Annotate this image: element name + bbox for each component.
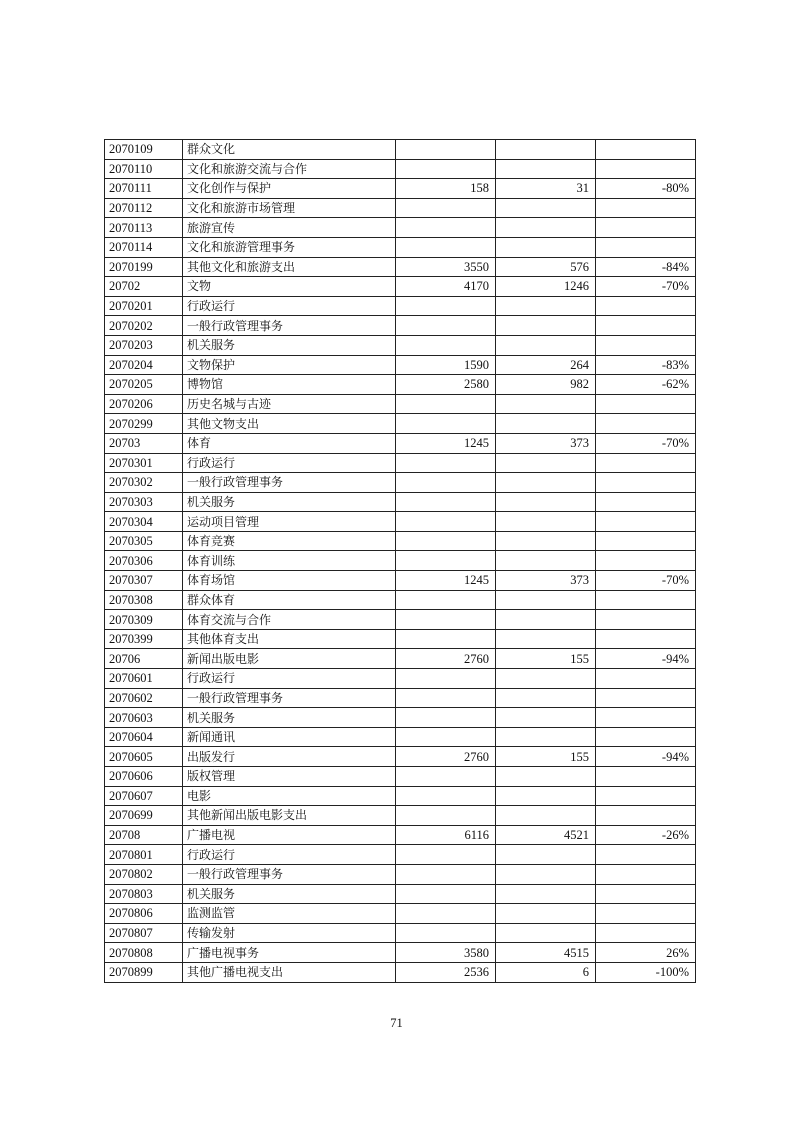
change-percent-cell: -70% bbox=[596, 433, 696, 453]
subject-code-cell: 2070203 bbox=[105, 335, 183, 355]
subject-name-cell: 电影 bbox=[183, 786, 396, 806]
subject-code-cell: 2070602 bbox=[105, 688, 183, 708]
prior-value-cell bbox=[396, 198, 496, 218]
budget-table bbox=[104, 139, 696, 983]
current-value-cell bbox=[496, 140, 596, 160]
table-row bbox=[105, 394, 696, 414]
current-value-cell bbox=[496, 296, 596, 316]
table-row bbox=[105, 767, 696, 787]
current-value-cell bbox=[496, 845, 596, 865]
subject-name-cell: 监测监管 bbox=[183, 904, 396, 924]
current-value-cell: 31 bbox=[496, 179, 596, 199]
change-percent-cell bbox=[596, 904, 696, 924]
prior-value-cell bbox=[396, 727, 496, 747]
current-value-cell bbox=[496, 669, 596, 689]
prior-value-cell bbox=[396, 218, 496, 238]
prior-value-cell bbox=[396, 845, 496, 865]
table-row bbox=[105, 296, 696, 316]
subject-name-cell: 运动项目管理 bbox=[183, 512, 396, 532]
current-value-cell bbox=[496, 316, 596, 336]
subject-name-cell: 体育竞赛 bbox=[183, 531, 396, 551]
change-percent-cell bbox=[596, 590, 696, 610]
subject-name-cell: 广播电视事务 bbox=[183, 943, 396, 963]
prior-value-cell: 3580 bbox=[396, 943, 496, 963]
table-row bbox=[105, 453, 696, 473]
prior-value-cell: 2760 bbox=[396, 747, 496, 767]
subject-code-cell: 2070306 bbox=[105, 551, 183, 571]
table-row bbox=[105, 159, 696, 179]
subject-name-cell: 文化和旅游市场管理 bbox=[183, 198, 396, 218]
change-percent-cell bbox=[596, 473, 696, 493]
current-value-cell: 576 bbox=[496, 257, 596, 277]
change-percent-cell bbox=[596, 335, 696, 355]
current-value-cell bbox=[496, 786, 596, 806]
current-value-cell bbox=[496, 884, 596, 904]
current-value-cell bbox=[496, 453, 596, 473]
change-percent-cell bbox=[596, 198, 696, 218]
prior-value-cell bbox=[396, 159, 496, 179]
subject-code-cell: 2070109 bbox=[105, 140, 183, 160]
change-percent-cell bbox=[596, 845, 696, 865]
table-row bbox=[105, 218, 696, 238]
change-percent-cell bbox=[596, 140, 696, 160]
table-row bbox=[105, 629, 696, 649]
change-percent-cell bbox=[596, 512, 696, 532]
subject-code-cell: 2070114 bbox=[105, 237, 183, 257]
current-value-cell bbox=[496, 198, 596, 218]
table-row bbox=[105, 708, 696, 728]
change-percent-cell bbox=[596, 708, 696, 728]
current-value-cell bbox=[496, 551, 596, 571]
subject-code-cell: 2070204 bbox=[105, 355, 183, 375]
subject-name-cell: 旅游宣传 bbox=[183, 218, 396, 238]
subject-name-cell: 机关服务 bbox=[183, 492, 396, 512]
table-row bbox=[105, 414, 696, 434]
change-percent-cell bbox=[596, 806, 696, 826]
prior-value-cell: 3550 bbox=[396, 257, 496, 277]
subject-code-cell: 2070806 bbox=[105, 904, 183, 924]
table-row bbox=[105, 512, 696, 532]
subject-code-cell: 2070699 bbox=[105, 806, 183, 826]
table-row bbox=[105, 277, 696, 297]
subject-code-cell: 2070112 bbox=[105, 198, 183, 218]
current-value-cell bbox=[496, 610, 596, 630]
change-percent-cell bbox=[596, 629, 696, 649]
table-row bbox=[105, 531, 696, 551]
prior-value-cell bbox=[396, 864, 496, 884]
current-value-cell: 155 bbox=[496, 747, 596, 767]
subject-code-cell: 2070604 bbox=[105, 727, 183, 747]
prior-value-cell bbox=[396, 884, 496, 904]
subject-name-cell: 其他文化和旅游支出 bbox=[183, 257, 396, 277]
current-value-cell: 4521 bbox=[496, 825, 596, 845]
prior-value-cell bbox=[396, 394, 496, 414]
prior-value-cell bbox=[396, 669, 496, 689]
subject-name-cell: 一般行政管理事务 bbox=[183, 473, 396, 493]
change-percent-cell: -100% bbox=[596, 962, 696, 982]
current-value-cell bbox=[496, 492, 596, 512]
subject-name-cell: 一般行政管理事务 bbox=[183, 864, 396, 884]
prior-value-cell: 1245 bbox=[396, 433, 496, 453]
change-percent-cell: -94% bbox=[596, 747, 696, 767]
change-percent-cell: -26% bbox=[596, 825, 696, 845]
table-row bbox=[105, 492, 696, 512]
table-row bbox=[105, 786, 696, 806]
change-percent-cell bbox=[596, 414, 696, 434]
change-percent-cell bbox=[596, 688, 696, 708]
current-value-cell: 1246 bbox=[496, 277, 596, 297]
subject-code-cell: 2070603 bbox=[105, 708, 183, 728]
current-value-cell: 373 bbox=[496, 571, 596, 591]
current-value-cell: 4515 bbox=[496, 943, 596, 963]
subject-code-cell: 20702 bbox=[105, 277, 183, 297]
prior-value-cell bbox=[396, 923, 496, 943]
prior-value-cell bbox=[396, 688, 496, 708]
change-percent-cell bbox=[596, 884, 696, 904]
subject-code-cell: 2070307 bbox=[105, 571, 183, 591]
table-row bbox=[105, 923, 696, 943]
prior-value-cell: 158 bbox=[396, 179, 496, 199]
subject-code-cell: 2070807 bbox=[105, 923, 183, 943]
subject-name-cell: 文物保护 bbox=[183, 355, 396, 375]
subject-name-cell: 新闻通讯 bbox=[183, 727, 396, 747]
current-value-cell bbox=[496, 688, 596, 708]
subject-name-cell: 历史名城与古迹 bbox=[183, 394, 396, 414]
prior-value-cell: 4170 bbox=[396, 277, 496, 297]
subject-name-cell: 文化和旅游管理事务 bbox=[183, 237, 396, 257]
table-row bbox=[105, 316, 696, 336]
subject-code-cell: 2070302 bbox=[105, 473, 183, 493]
table-row bbox=[105, 610, 696, 630]
subject-code-cell: 2070299 bbox=[105, 414, 183, 434]
subject-name-cell: 体育 bbox=[183, 433, 396, 453]
subject-code-cell: 2070199 bbox=[105, 257, 183, 277]
prior-value-cell bbox=[396, 531, 496, 551]
prior-value-cell bbox=[396, 806, 496, 826]
change-percent-cell bbox=[596, 786, 696, 806]
current-value-cell bbox=[496, 512, 596, 532]
subject-code-cell: 2070899 bbox=[105, 962, 183, 982]
page-number: 71 bbox=[390, 1016, 403, 1030]
current-value-cell bbox=[496, 473, 596, 493]
prior-value-cell bbox=[396, 551, 496, 571]
current-value-cell bbox=[496, 629, 596, 649]
prior-value-cell bbox=[396, 904, 496, 924]
prior-value-cell bbox=[396, 335, 496, 355]
subject-name-cell: 行政运行 bbox=[183, 845, 396, 865]
change-percent-cell bbox=[596, 453, 696, 473]
subject-code-cell: 2070399 bbox=[105, 629, 183, 649]
subject-code-cell: 2070605 bbox=[105, 747, 183, 767]
change-percent-cell: -80% bbox=[596, 179, 696, 199]
prior-value-cell bbox=[396, 140, 496, 160]
prior-value-cell: 1245 bbox=[396, 571, 496, 591]
change-percent-cell bbox=[596, 531, 696, 551]
table-row bbox=[105, 257, 696, 277]
current-value-cell: 6 bbox=[496, 962, 596, 982]
current-value-cell bbox=[496, 159, 596, 179]
subject-code-cell: 2070601 bbox=[105, 669, 183, 689]
current-value-cell bbox=[496, 923, 596, 943]
prior-value-cell bbox=[396, 708, 496, 728]
table-row bbox=[105, 943, 696, 963]
subject-code-cell: 2070303 bbox=[105, 492, 183, 512]
current-value-cell bbox=[496, 237, 596, 257]
subject-code-cell: 2070205 bbox=[105, 375, 183, 395]
prior-value-cell bbox=[396, 786, 496, 806]
subject-code-cell: 2070308 bbox=[105, 590, 183, 610]
subject-name-cell: 版权管理 bbox=[183, 767, 396, 787]
prior-value-cell bbox=[396, 610, 496, 630]
current-value-cell: 373 bbox=[496, 433, 596, 453]
table-body bbox=[105, 140, 696, 983]
current-value-cell: 155 bbox=[496, 649, 596, 669]
subject-code-cell: 20708 bbox=[105, 825, 183, 845]
subject-name-cell: 文物 bbox=[183, 277, 396, 297]
change-percent-cell bbox=[596, 159, 696, 179]
prior-value-cell bbox=[396, 512, 496, 532]
prior-value-cell bbox=[396, 590, 496, 610]
subject-name-cell: 体育场馆 bbox=[183, 571, 396, 591]
prior-value-cell bbox=[396, 296, 496, 316]
table-row bbox=[105, 649, 696, 669]
subject-code-cell: 2070304 bbox=[105, 512, 183, 532]
subject-code-cell: 2070202 bbox=[105, 316, 183, 336]
current-value-cell bbox=[496, 767, 596, 787]
table-row bbox=[105, 237, 696, 257]
prior-value-cell bbox=[396, 492, 496, 512]
change-percent-cell bbox=[596, 492, 696, 512]
subject-name-cell: 机关服务 bbox=[183, 884, 396, 904]
change-percent-cell: -84% bbox=[596, 257, 696, 277]
subject-code-cell: 2070808 bbox=[105, 943, 183, 963]
subject-code-cell: 20703 bbox=[105, 433, 183, 453]
current-value-cell bbox=[496, 904, 596, 924]
prior-value-cell: 2580 bbox=[396, 375, 496, 395]
subject-code-cell: 2070201 bbox=[105, 296, 183, 316]
subject-name-cell: 出版发行 bbox=[183, 747, 396, 767]
subject-code-cell: 2070803 bbox=[105, 884, 183, 904]
table-row bbox=[105, 375, 696, 395]
table-row bbox=[105, 140, 696, 160]
change-percent-cell bbox=[596, 551, 696, 571]
subject-name-cell: 博物馆 bbox=[183, 375, 396, 395]
subject-name-cell: 其他文物支出 bbox=[183, 414, 396, 434]
change-percent-cell bbox=[596, 296, 696, 316]
subject-code-cell: 2070113 bbox=[105, 218, 183, 238]
table-row bbox=[105, 551, 696, 571]
prior-value-cell bbox=[396, 414, 496, 434]
change-percent-cell: -70% bbox=[596, 571, 696, 591]
subject-code-cell: 20706 bbox=[105, 649, 183, 669]
change-percent-cell bbox=[596, 669, 696, 689]
current-value-cell bbox=[496, 335, 596, 355]
current-value-cell bbox=[496, 806, 596, 826]
change-percent-cell bbox=[596, 237, 696, 257]
table-row bbox=[105, 864, 696, 884]
table-row bbox=[105, 590, 696, 610]
table-row bbox=[105, 179, 696, 199]
subject-code-cell: 2070111 bbox=[105, 179, 183, 199]
subject-name-cell: 行政运行 bbox=[183, 453, 396, 473]
prior-value-cell: 2536 bbox=[396, 962, 496, 982]
prior-value-cell bbox=[396, 473, 496, 493]
subject-code-cell: 2070110 bbox=[105, 159, 183, 179]
subject-name-cell: 行政运行 bbox=[183, 296, 396, 316]
subject-name-cell: 一般行政管理事务 bbox=[183, 688, 396, 708]
subject-code-cell: 2070305 bbox=[105, 531, 183, 551]
prior-value-cell: 6116 bbox=[396, 825, 496, 845]
subject-name-cell: 体育交流与合作 bbox=[183, 610, 396, 630]
current-value-cell: 982 bbox=[496, 375, 596, 395]
table-row bbox=[105, 335, 696, 355]
table-row bbox=[105, 806, 696, 826]
change-percent-cell bbox=[596, 394, 696, 414]
table-row bbox=[105, 962, 696, 982]
prior-value-cell bbox=[396, 316, 496, 336]
subject-name-cell: 体育训练 bbox=[183, 551, 396, 571]
subject-name-cell: 其他广播电视支出 bbox=[183, 962, 396, 982]
subject-name-cell: 广播电视 bbox=[183, 825, 396, 845]
table-row bbox=[105, 904, 696, 924]
subject-code-cell: 2070607 bbox=[105, 786, 183, 806]
change-percent-cell: -94% bbox=[596, 649, 696, 669]
subject-name-cell: 文化创作与保护 bbox=[183, 179, 396, 199]
subject-code-cell: 2070309 bbox=[105, 610, 183, 630]
current-value-cell: 264 bbox=[496, 355, 596, 375]
subject-name-cell: 文化和旅游交流与合作 bbox=[183, 159, 396, 179]
subject-name-cell: 传输发射 bbox=[183, 923, 396, 943]
current-value-cell bbox=[496, 590, 596, 610]
change-percent-cell bbox=[596, 316, 696, 336]
subject-name-cell: 其他体育支出 bbox=[183, 629, 396, 649]
table-row bbox=[105, 198, 696, 218]
current-value-cell bbox=[496, 708, 596, 728]
table-row bbox=[105, 825, 696, 845]
change-percent-cell bbox=[596, 727, 696, 747]
table-row bbox=[105, 688, 696, 708]
subject-name-cell: 行政运行 bbox=[183, 669, 396, 689]
prior-value-cell bbox=[396, 237, 496, 257]
prior-value-cell bbox=[396, 767, 496, 787]
subject-name-cell: 机关服务 bbox=[183, 335, 396, 355]
current-value-cell bbox=[496, 531, 596, 551]
change-percent-cell: -70% bbox=[596, 277, 696, 297]
current-value-cell bbox=[496, 414, 596, 434]
subject-name-cell: 机关服务 bbox=[183, 708, 396, 728]
subject-name-cell: 群众体育 bbox=[183, 590, 396, 610]
subject-code-cell: 2070301 bbox=[105, 453, 183, 473]
table-row bbox=[105, 845, 696, 865]
table-row bbox=[105, 669, 696, 689]
change-percent-cell bbox=[596, 767, 696, 787]
subject-code-cell: 2070802 bbox=[105, 864, 183, 884]
change-percent-cell bbox=[596, 864, 696, 884]
table-row bbox=[105, 571, 696, 591]
change-percent-cell bbox=[596, 923, 696, 943]
table-row bbox=[105, 727, 696, 747]
prior-value-cell: 1590 bbox=[396, 355, 496, 375]
subject-name-cell: 其他新闻出版电影支出 bbox=[183, 806, 396, 826]
prior-value-cell bbox=[396, 453, 496, 473]
subject-code-cell: 2070606 bbox=[105, 767, 183, 787]
table-row bbox=[105, 473, 696, 493]
table-row bbox=[105, 884, 696, 904]
change-percent-cell bbox=[596, 218, 696, 238]
table-row bbox=[105, 747, 696, 767]
change-percent-cell: -62% bbox=[596, 375, 696, 395]
current-value-cell bbox=[496, 394, 596, 414]
prior-value-cell: 2760 bbox=[396, 649, 496, 669]
subject-name-cell: 新闻出版电影 bbox=[183, 649, 396, 669]
subject-name-cell: 群众文化 bbox=[183, 140, 396, 160]
current-value-cell bbox=[496, 727, 596, 747]
current-value-cell bbox=[496, 864, 596, 884]
subject-code-cell: 2070801 bbox=[105, 845, 183, 865]
subject-name-cell: 一般行政管理事务 bbox=[183, 316, 396, 336]
change-percent-cell: 26% bbox=[596, 943, 696, 963]
prior-value-cell bbox=[396, 629, 496, 649]
table-row bbox=[105, 355, 696, 375]
current-value-cell bbox=[496, 218, 596, 238]
change-percent-cell: -83% bbox=[596, 355, 696, 375]
table-row bbox=[105, 433, 696, 453]
subject-code-cell: 2070206 bbox=[105, 394, 183, 414]
change-percent-cell bbox=[596, 610, 696, 630]
